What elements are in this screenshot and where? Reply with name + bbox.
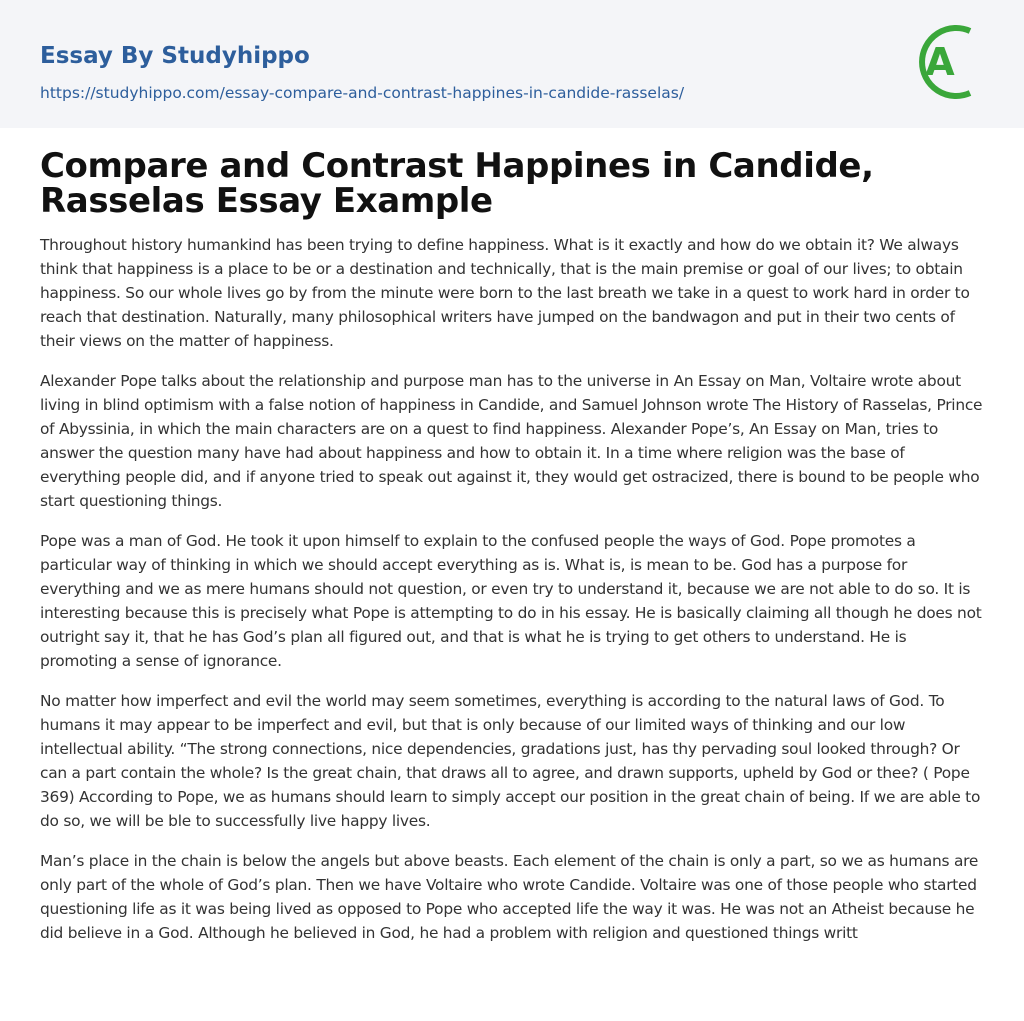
site-name[interactable]: Essay By Studyhippo: [40, 43, 310, 69]
article-paragraph: Man’s place in the chain is below the angels but above beasts. Each element of the chain is only a part, so we as humans are only part of the whole of God’s plan. Then we have Voltaire who wrote Candide. Voltaire was one of those people who started questioning life as it was being lived as opposed to Pope who accepted life the way it was. He was not an Atheist because he did believe in a God. Although he believed in God, he had a problem with religion and questioned things writt: [40, 852, 979, 942]
article-paragraph: Throughout history humankind has been trying to define happiness. What is it exactly and how do we obtain it? We always think that happiness is a place to be or a destination and technically, that is the main premise or goal of our lives; to obtain happiness. So our whole lives go by from the minute were born to the last breath we take in a quest to work hard in order to reach that destination. Naturally, many philosophical writers have jumped on the bandwagon and put in their two cents of their views on the matter of happiness.: [40, 236, 970, 350]
site-header: [0, 0, 1024, 128]
page-title: Compare and Contrast Happines in Candide, Rasselas Essay Example: [40, 146, 874, 221]
article-paragraph: Alexander Pope talks about the relationship and purpose man has to the universe in An Essay on Man, Voltaire wrote about living in blind optimism with a false notion of happiness in Candide, and Samuel Johnson wrote The History of Rasselas, Prince of Abyssinia, in which the main characters are on a quest to find happiness. Alexander Pope’s, An Essay on Man, tries to answer the question many have had about happiness and how to obtain it. In a time where religion was the base of everything people did, and if anyone tried to speak out against it, they would get ostracized, there is bound to be people who start questioning things.: [40, 372, 983, 510]
studyhippo-logo-icon[interactable]: [912, 17, 988, 107]
source-url-link[interactable]: https://studyhippo.com/essay-compare-and-contrast-happines-in-candide-rasselas/: [40, 84, 685, 102]
article: [0, 146, 1024, 945]
article-paragraph: No matter how imperfect and evil the world may seem sometimes, everything is according to the natural laws of God. To humans it may appear to be imperfect and evil, but that is only because of our limited ways of thinking and our low intellectual ability. “The strong connections, nice dependencies, gradations just, has thy pervading soul looked through? Or can a part contain the whole? Is the great chain, that draws all to agree, and drawn supports, upheld by God or thee? ( Pope 369) According to Pope, we as humans should learn to simply accept our position in the great chain of being. If we are able to do so, we will be ble to successfully live happy lives.: [40, 692, 981, 830]
article-paragraph: Pope was a man of God. He took it upon himself to explain to the confused people the ways of God. Pope promotes a particular way of thinking in which we should accept everything as is. What is, is mean to be. God has a purpose for everything and we as mere humans should not question, or even try to understand it, because we are not able to do so. It is interesting because this is precisely what Pope is attempting to do in his essay. He is basically claiming all though he does not outright say it, that he has God’s plan all figured out, and that is what he is trying to get others to understand. He is promoting a sense of ignorance.: [40, 532, 982, 670]
logo-letter: A: [925, 40, 955, 84]
